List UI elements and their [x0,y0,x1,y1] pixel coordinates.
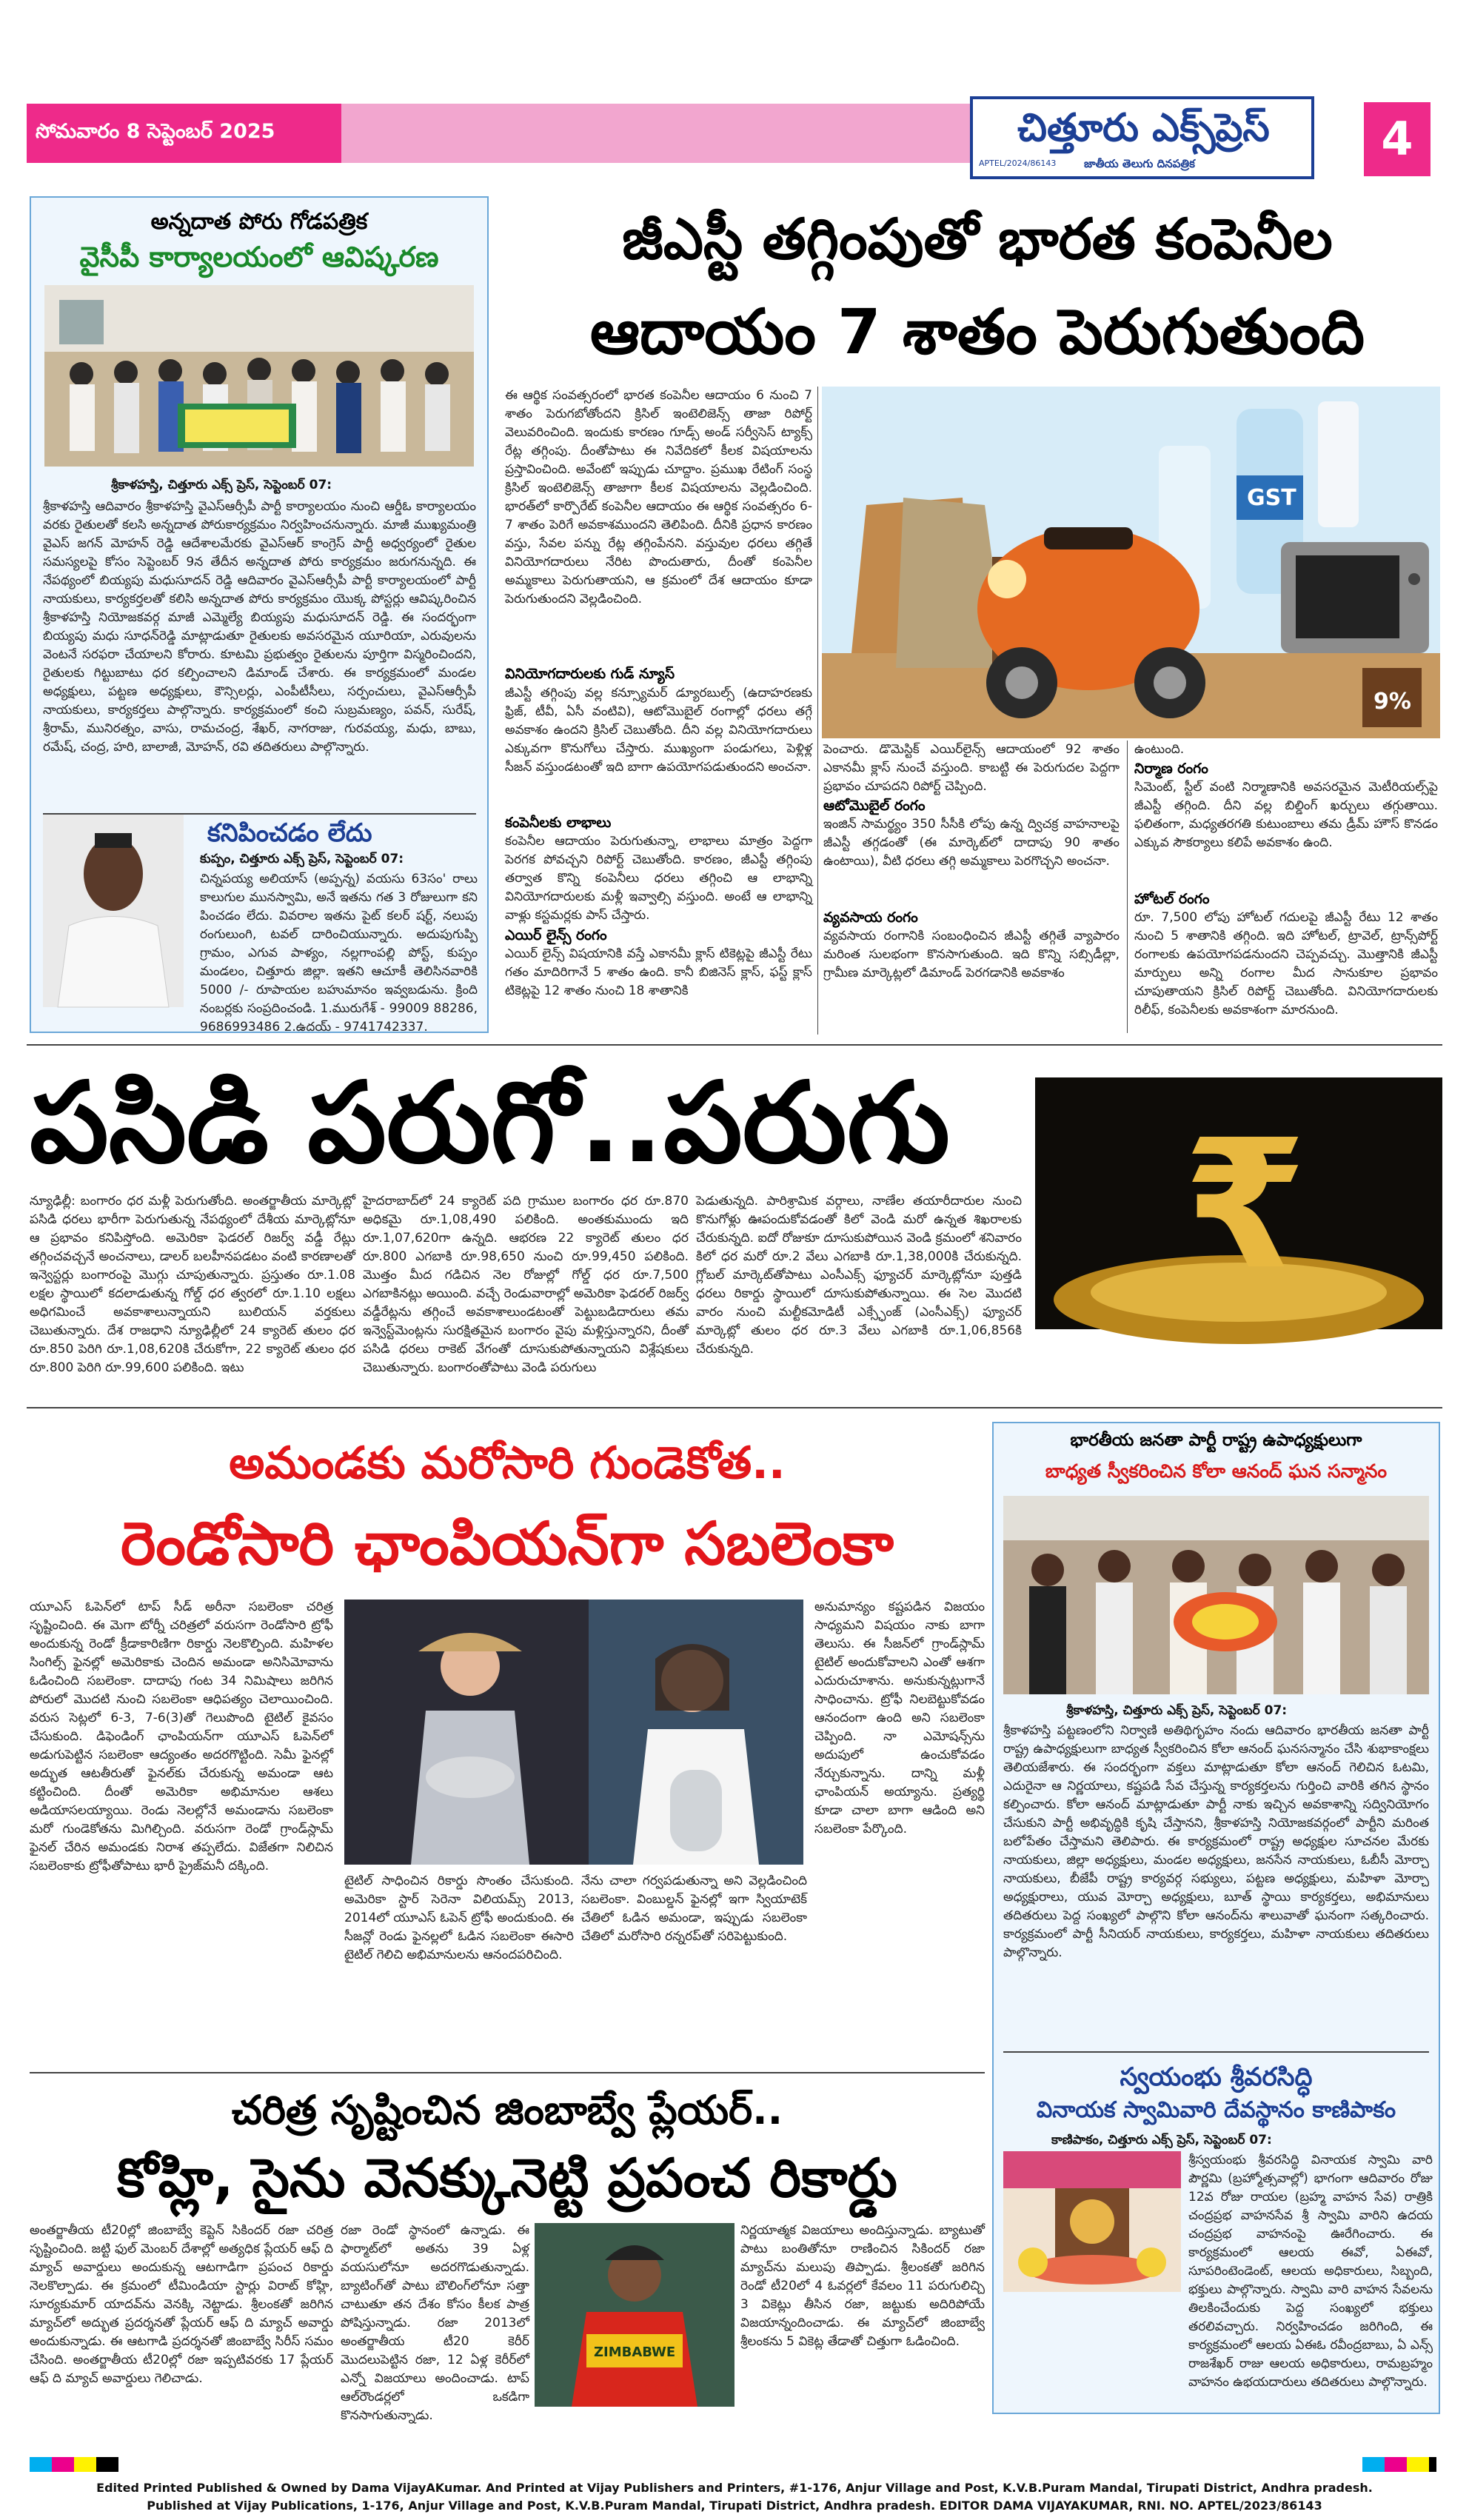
temple-title-2: వినాయక స్వామివారి దేవస్థానం కాణిపాకం [1036,2097,1396,2123]
bjp-photo-svg [1003,1496,1429,1694]
gst-goods-image [822,387,1440,738]
col-a-title: వైసీపీ కార్యాలయంలో ఆవిష్కరణ [79,241,439,273]
temple-title-1: స్వయంభు శ్రీవరసిద్ధి [1120,2062,1313,2092]
gst-col2-body1: పెంచారు. డొమెస్టిక్ ఎయిర్‌లైన్స్ ఆదాయంలో 92 శాతం ఎకానమీ క్లాస్ నుంచే వస్తుంది. కాబట్టి ఈ పెరుగుదల పెద్దగా ప్రభావం చూపదని రిపోర్ట్ చెప్పింది. [823,742,1120,794]
temple-dateline: కాణిపాకం, చిత్తూరు ఎక్స్ ప్రెస్, సెప్టెంబర్ 07: [1051,2133,1272,2148]
gst-col1-body3: కంపెనీల ఆదాయం పెరుగుతున్నా, లాభాలు మాత్రం పెద్దగా పెరగక పోవచ్చని రిపోర్ట్ చెబుతోంది. కారణం, జీఎస్టీ తగ్గింపు తర్వాత కొన్ని కంపెనీలు ధరలు తగ్గించి ఆ లాభాన్ని వినియోగదారులకు మళ్లీ ఇవ్వాల్సి వస్తుంది. అంటే ఆ లాభాన్ని వాళ్లు కస్టమర్లకు పాస్ చేస్తారు. [505,834,812,923]
missing-person-photo [43,815,184,1007]
gst-col3-body3: రూ. 7,500 లోపు హోటల్ గదులపై జీఎస్టీ రేటు 12 శాతం నుంచి 5 శాతానికి తగ్గింది. ఇది హోటల్, ట్రావెల్, ట్రాన్స్‌పోర్ట్ రంగాలకు ఉపయోగపడనుందని చెప్పవచ్చు. మొత్తానికి జీఎస్టీ మార్పులు అన్ని రంగాల మీద సానుకూల ప్రభావం చూపుతాయని క్రిసిల్ రిపోర్ట్ చెబుతోంది. వినియోగదారులకు రిలీఫ్, కంపెనీలకు అవకాశంగా మారనుంది. [1134,910,1438,1017]
gold-col1: న్యూఢిల్లీ: బంగారం ధర మళ్లీ పెరుగుతోంది. అంతర్జాతీయ మార్కెట్లో పసిడి ధరలు భారీగా పెరుగుతున్న నేపథ్యంలో దేశీయ మార్కెట్లోనూ ఆ ప్రభావం కనిపిస్తోంది. అమెరికా ఫెడరల్ రిజర్వ్ వడ్డీ రేట్లు తగ్గించవచ్చనే అంచనాలు, డాలర్ బలహీనపడటం వంటి కారణాలతో ఇన్వెస్టర్లు బంగారంపై మొగ్గు చూపుతున్నారు. ప్రస్తుతం రూ.1.08 లక్షల స్థాయిలో కదలాడుతున్న గోల్డ్ ధర త్వరలో రూ.1.10 లక్షలు అధిగమించే అవకాశాలున్నాయని బులియన్ వర్తకులు చెబుతున్నారు. దేశ రాజధాని న్యూఢిల్లీలో 24 క్యారెట్ తులం ధర రూ.850 పెరిగి రూ.1,08,620కి చేరుకోగా, 22 క్యారెట్ తులం ధర రూ.800 పెరిగి రూ.99,600 పలికింది. ఇటు [30,1194,355,1375]
bjp-kicker: భారతీయ జనతా పార్టీ రాష్ట్ర ఉపాధ్యక్షులుగా [1070,1431,1362,1450]
gst-bottle-label: GST [1247,485,1296,511]
footer-line-1: Edited Printed Published & Owned by Dama VijayAKumar. And Printed at Vijay Publishers and Printers, #1-176, Anjur Village and Post, K.V.B.Puram Mandal, Tirupati District, Andhra pradesh. [96,2481,1373,2495]
ysrcp-photo-svg [44,285,474,467]
gst-col3-body2: సిమెంట్, స్టీల్ వంటి నిర్మాణానికి అవసరమైన మెటీరియల్స్‌పై జీఎస్టీ తగ్గింది. దీని వల్ల బిల్డింగ్ ఖర్చులు తగ్గుతాయి. ఫలితంగా, మధ్యతరగతి కుటుంబాలు తమ డ్రీమ్ హౌస్ కొనడం ఎక్కువ సౌకర్యాలు కలిపే అవకాశం ఉంది. [1134,780,1438,850]
bjp-dateline: శ్రీకాళహస్తి, చిత్తూరు ఎక్స్ ప్రెస్, సెప్టెంబర్ 07: [1066,1703,1288,1718]
reg-magenta [52,2457,74,2472]
missing-person-svg [43,815,184,1007]
missing-dateline: కుప్పం, చిత్తూరు ఎక్స్ ప్రెస్, సెప్టెంబర్ 07: [200,852,404,866]
gst-col2-body2: ఇంజిన్ సామర్థ్యం 350 సీసీకి లోపు ఉన్న ద్విచక్ర వాహనాలపై జీఎస్టీ తగ్గడంతో (ఈ మార్కెట్‌లో దాదాపు 90 శాతం ఉంటాయి), వీటి ధరలు తగ్గి అమ్మకాలు పెరగొచ్చని అంచనా. [823,817,1120,869]
gst-col2-body3: వ్యవసాయ రంగానికి సంబంధించిన జీఎస్టీ తగ్గితే వ్యాపారం మరింత సులభంగా కొనసాగుతుంది. ఇది కొన్ని సబ్సిడీల్లా, గ్రామీణ మార్కెట్లలో డిమాండ్ పెరగడానికి అవకాశం [823,929,1120,980]
gst-col2-sub2: వ్యవసాయ రంగం [823,909,918,926]
gst-col1-body4: ఎయిర్ లైన్స్ విషయానికి వస్తే ఎకానమీ క్లాస్ టికెట్లపై జీఎస్టీ రేటు గతం మాదిరిగానే 5 శాతం ఉంది. కానీ బిజినెస్ క్లాస్, ఫస్ట్ క్లాస్ టికెట్లపై 12 శాతం నుంచి 18 శాతానికి [505,946,812,998]
tennis-title: రెండోసారి ఛాంపియన్‌గా సబలెంకా [120,1509,894,1578]
bjp-title: బాధ్యత స్వీకరించిన కోలా ఆనంద్ ఘన సన్మానం [1045,1460,1388,1482]
footer-line-2: Published at Vijay Publications, 1-176, Anjur Village and Post, K.V.B.Puram Mandal, Tirupati District, Andhra pradesh. EDITOR DAMA VIJAYAKUMAR, RNI. NO. APTEL/2023/86143 [147,2499,1322,2513]
gst-col-rule-1 [817,387,818,1035]
header-date: సోమవారం 8 సెప్టెంబర్ 2025 [36,120,275,143]
cricket-col3: నిర్ణయాత్మక విజయాలు అందిస్తున్నాడు. బ్యాటుతో పాటు బంతితోనూ రాణించిన సికిందర్ రజా మ్యాచ్‌ను మలుపు తిప్పాడు. శ్రీలంకతో జరిగిన రెండో టీ20లో 4 ఓవర్లలో కేవలం 11 పరుగులిచ్చి 3 వికెట్లు తీసిన రజా, జట్టుకు అదిరిపోయే విజయాన్నందించాడు. ఈ మ్యాచ్‌లో జింబాబ్వే శ్రీలంకను 5 వికెట్ల తేడాతో చిత్తుగా ఓడించింది. [740,2223,985,2349]
reg-yellow-2 [1407,2457,1429,2472]
gold-col2: హైదరాబాద్‌లో 24 క్యారెట్ పది గ్రాముల బంగారం ధర రూ.870 అధికమై రూ.1,08,490 పలికింది. అంతకుముందు ఇది రూ.1,07,620గా ఉన్నది. ఆభరణ 22 క్యారెట్ తులం ధర రూ.800 ఎగబాకి రూ.98,650 నుంచి రూ.99,450 పలికింది. మొత్తం మీద గడిచిన నెల రోజుల్లో గోల్డ్ ధర రూ.7,500 ఎగబాకినట్లు అయింది. వచ్చే రెండువారాల్లో అమెరికా ఫెడరల్ రిజర్వ్ వడ్డీరేట్లను తగ్గించే అవకాశాలుండటంతో పెట్టుబడిదారులు తమ ఇన్వెస్ట్‌మెంట్లను సురక్షితమైన బంగారం వైపు మళ్లిస్తున్నారని, దీంతో పసిడి ధరలు రాకెట్ వేగంతో దూసుకుపోతున్నాయని విశ్లేషకులు చెబుతున్నారు. బంగారంతోపాటు వెండి పరుగులు [363,1194,689,1375]
tennis-col4: నేను చాలా గర్వపడుతున్నా అని వెల్లడించింది సబలెంకా. వింబుల్డన్ ఫైనల్లో ఇగా స్వియాటెక్ చేతిలో ఓడిన అమండా, ఇప్పుడు సబలెంకా చేతిలో మరోసారి రన్నరప్‌తో సరిపెట్టుకుంది. [581,1874,807,1944]
masthead-title: చిత్తూరు ఎక్స్‌ప్రెస్ [1017,106,1270,150]
gold-title: పసిడి పరుగో..పరుగు [30,1059,950,1188]
tennis-kicker: అమండకు మరోసారి గుండెకోత.. [229,1437,786,1489]
gst-col1-body2: జీఎస్టీ తగ్గింపు వల్ల కన్స్యూమర్ డ్యూరబుల్స్ (ఉదాహరణకు ఫ్రిజ్, టీవీ, ఏసీ వంటివి), ఆటోమొబైల్ రంగాల్లో ధరలు తగ్గే అవకాశం ఉందని క్రిసిల్ చెబుతోంది. దీని వల్ల వినియోగదారులు ఎక్కువగా కొనుగోలు చేస్తారు. ముఖ్యంగా పండుగలు, పెళ్లిళ్ల సీజన్ వస్తుండటంతో ఇది బాగా ఉపయోగపడుతుందని అంచనా. [505,686,812,775]
gold-rupee-symbol: ₹ [1183,1101,1307,1309]
cricket-title: కోహ్లి, సైను వెనక్కునెట్టి ప్రపంచ రికార్డు [117,2147,897,2209]
gold-rupee-image [1035,1077,1442,1329]
temple-body: శ్రీస్వయంభు శ్రీవరసిద్ధి వినాయక స్వామి వారి పౌర్ణమి (బ్రహ్మోత్సవాల్లో) భాగంగా ఆదివారం రోజు 12వ రోజు రాయల (బ్రహ్మ వాహన సేవ) రాత్రికి చంద్రప్రభ వాహనసేవ శ్రీ స్వామి వారిని ఉదయ చంద్రప్రభ వాహనంపై ఊరేగించారు. ఈ కార్యక్రమంలో ఆలయ ఈవో, ఏఈవో, సూపరింటెండెంట్, ఆలయ అధికారులు, సిబ్బంది, భక్తులు పాల్గొన్నారు. స్వామి వారి వాహన సేవలను తిలకించేందుకు పెద్ద సంఖ్యలో భక్తులు తరలివచ్చారు. నిర్వహించడం జరిగింది, ఈ కార్యక్రమంలో ఆలయ ఏఈఓ రవీంద్రబాబు, ఏ ఎన్స్ రాజశేఖర్ రాజు ఆలయ అధికారులు, రామబ్రహ్మం వాహనం ఉభయదారులు తదితరులు పాల్గొన్నారు. [1188,2153,1433,2390]
missing-body: చిన్నపయ్య అలియాస్ (అప్పన్న) వయసు 63సం' రాలు కాలుగుల మునస్వామి, అనే ఇతను గత 3 రోజులుగా కని పించడం లేదు. వివరాల ఇతను పైట్ కలర్ షర్ట్, నలుపు రంగులుంగి, టవల్ దారించియున్నారు. అదుపుగుప్పి గ్రామం, ఎగువ పాళ్యం, నల్లగాంపల్లి పోస్ట్, కుప్పం మండలం, చిత్తూరు జిల్లా. ఇతని ఆచూకీ తెలిసినవారికి 5000 /- రూపాయల బహుమానం ఇవ్వబడును. క్రింది నంబర్లకు సంప్రదించండి. 1.మురుగేశ్ - 99009 88286, 9686993486 2.ఉదయ్ - 9741742337. [200,872,478,1035]
reg-black-2 [1429,2457,1436,2472]
section-rule-2 [27,1407,1442,1408]
cricket-photo [535,2223,734,2407]
color-registration-strip [30,2457,1436,2472]
reg-magenta-2 [1385,2457,1407,2472]
masthead [970,96,1314,179]
masthead-tag: జాతీయ తెలుగు దినపత్రిక [1084,157,1195,170]
bjp-divider [1003,2051,1429,2053]
gst-col1-sub3: ఎయిర్ లైన్స్ రంగం [505,927,607,943]
reg-cyan [30,2457,52,2472]
page-number-box [1364,102,1430,176]
gst-col1-sub1: వినియోగదారులకు గుడ్ న్యూస్ [505,666,675,682]
tennis-photo-svg [344,1600,803,1865]
gst-title-1: జీఎస్టీ తగ్గింపుతో భారత కంపెనీల [622,206,1333,272]
cricket-col1: అంతర్జాతీయ టీ20ల్లో జింబాబ్వే కెప్టెన్ సికిందర్ రజా చరిత్ర సృష్టించింది. జట్టి ఫుల్ మెంబర్ దేశాల్లో అత్యధిక ప్లేయర్ ఆఫ్ ది మ్యాచ్ అవార్డులు అందుకున్న ఆటగాడిగా ప్రపంచ రికార్డు నెలకొల్పాడు. ఈ క్రమంలో టీమిండియా స్టార్లు విరాట్ కోహ్లి, సూర్యకుమార్ యాదవ్‌ను వెనక్కి నెట్టాడు. శ్రీలంకతో జరిగిన మ్యాచ్‌లో అద్భుత ప్రదర్శనతో ప్లేయర్ ఆఫ్ ది మ్యాచ్ అవార్డు అందుకున్నాడు. ఈ ఆటగాడి ప్రదర్శనతో జింబాబ్వే సిరీస్ సమం చేసింది. అంతర్జాతీయ టీ20ల్లో రజా ఇప్పటివరకు 17 ప్లేయర్ ఆఫ్ ది మ్యాచ్ అవార్డులు గెలిచాడు. [30,2223,333,2386]
temple-photo-svg [1003,2151,1181,2292]
tennis-col2: అనుమాన్యం కష్టపడిన విజయం సాధ్యమని విషయం నాకు బాగా తెలుసు. ఈ సీజన్‌లో గ్రాండ్‌స్లామ్ టైటిల్ అందుకోవాలని ఎంతో ఆశగా ఎదురుచూశాను. అనుకున్నట్లుగానే సాధించాను. ట్రోఫీ నిలబెట్టుకోవడం ఆనందంగా ఉంది అని సబలెంకా చెప్పింది. నా ఎమోషన్స్‌ను అదుపులో ఉంచుకోవడం నేర్చుకున్నాను. దాన్ని మళ్లీ ఛాంపియన్ అయ్యాను. ప్రత్యర్థి కూడా చాలా బాగా ఆడింది అని సబలెంకా పేర్కొంది. [814,1600,985,1836]
temple-deity-photo [1003,2151,1181,2292]
reg-black [96,2457,118,2472]
gst-col2-sub1: ఆటోమొబైల్ రంగం [823,798,926,814]
masthead-reg: APTEL/2024/86143 [979,158,1057,168]
gst-col3-sub2: హోటల్ రంగం [1134,891,1210,907]
ysrcp-poster-photo [44,285,474,467]
top-margin [0,0,1469,81]
tennis-photo [344,1600,803,1865]
col-a-kicker: అన్నదాత పోరు గోడపత్రిక [150,209,368,235]
section-rule-3 [30,2072,985,2073]
gst-percent-block: 9% [1373,689,1411,715]
cricket-photo-svg [535,2223,734,2407]
col-a-body: శ్రీకాళహస్తి ఆదివారం శ్రీకాళహస్తి వైఎస్ఆర్సీపీ పార్టీ కార్యాలయం నుంచి ఆర్డీఓ కార్యాలయం వరకు రైతులతో కలసి అన్నదాత పోరుకార్యక్రమం నిర్వహించనున్నారు. మాజీ ముఖ్యమంత్రి వైఎస్ జగన్ మోహన్ రెడ్డి ఆదేశాలమేరకు వైఎస్ఆర్ కాంగ్రెస్ పార్టీ అధ్వర్యంలో రైతుల సమస్యలపై కోసం సెప్టెంబర్ 9న తేదీన అన్నదాత పోరు కార్యక్రమం జరుగనున్నది. ఈ నేపథ్యంలో బియ్యపు మధుసూదన్ రెడ్డి ఆదివారం వైఎస్ఆర్సీపీ పార్టీ కార్యాలయంలో పార్టీ నాయకులు, కార్యకర్తలతో కలిసి అన్నదాత పోరు కార్యక్రమం యొక్క పోస్టర్లు ఆవిష్కరించిన శ్రీకాళహస్తి నియోజకవర్గ మాజీ ఎమ్మెల్యే బియ్యపు మధుసూదన్ రెడ్డి. ఈ సందర్భంగా బియ్యపు మధు సూధన్‌రెడ్డి మాట్లాడుతూ రైతులకు అవసరమైన యూరియా, ఎరువులను వెంటనే సరఫరా చేయాలని కోరారు. కూటమి ప్రభుత్వం రైతులను పూర్తిగా విస్మరించిందని, రైతులకు గిట్టుబాటు ధర కల్పించాలని డిమాండ్ చేశారు. ఈ కార్యక్రమంలో మండల అధ్యక్షులు, పట్టణ అధ్యక్షులు, కౌన్సిలర్లు, ఎంపీటీసీలు, సర్పంచులు, వైఎస్ఆర్సీపీ నాయకులు, కార్యకర్తలు పాల్గొన్నారు. కార్యక్రమంలో కంచి సుబ్రమణ్యం, పవన్, సురేష్, శ్రీరామ్, మునిరత్నం, వాసు, రామచంద్ర, శేఖర్, నాగరాజు, గురవయ్య, మధు, బాబు, రమేష్, చంద్ర, హరి, బాలాజీ, మోహన్, రవి తదితరులు పాల్గొన్నారు. [43,499,476,755]
reg-yellow [74,2457,96,2472]
gst-goods-svg [822,387,1440,738]
section-rule-1 [27,1044,1442,1046]
gst-col-rule-2 [1127,741,1128,1033]
date-bar-pale [341,104,978,163]
gst-col3-body1: ఉంటుంది. [1134,742,1185,757]
reg-cyan-2 [1362,2457,1385,2472]
cricket-col2: రజా రెండో స్థానంలో ఉన్నాడు. ఈ ఫార్మాట్‌లో అతను 39 ఏళ్ల వయసులోనూ అదరగొడుతున్నాడు. బ్యాటింగ్‌తో పాటు బౌలింగ్‌లోనూ సత్తా చాటుతూ తన దేశం కోసం కీలక పాత్ర పోషిస్తున్నాడు. రజా 2013లో అంతర్జాతీయ టీ20 కెరీర్ మొదలుపెట్టిన రజా, 12 ఏళ్ల కెరీర్‌లో ఎన్నో విజయాలు అందించాడు. టాప్ ఆల్‌రౌండర్లలో ఒకడిగా కొనసాగుతున్నాడు. [341,2223,529,2423]
tennis-col1: యూఎస్ ఓపెన్‌లో టాప్ సీడ్ అరీనా సబలెంకా చరిత్ర సృష్టించింది. ఈ మెగా టోర్నీ చరిత్రలో వరుసగా రెండోసారి ట్రోఫీ అందుకున్న రెండో క్రీడాకారిణిగా రికార్డు నెలకొల్పింది. మహిళల సింగిల్స్ ఫైనల్లో అమెరికాకు చెందిన అమండా అనిసిమోవాను ఓడించింది సబలెంకా. దాదాపు గంట 34 నిమిషాలు జరిగిన పోరులో మొదటి నుంచి సబలెంకా ఆధిపత్యం చెలాయించింది. వరుస సెట్లలో 6-3, 7-6(3)తో గెలుపొంది టైటిల్ కైవసం చేసుకుంది. డిఫెండింగ్ ఛాంపియన్‌గా యూఎస్ ఓపెన్‌లో అడుగుపెట్టిన సబలెంకా ఆద్యంతం అదరగొట్టింది. సెమీ ఫైనల్లో అద్భుత ఆటతీరుతో ఫైనల్‌కు చేరుకున్న అమండా ఆట కట్టించింది. దీంతో అమెరికా అభిమానుల ఆశలు అడియాసలయ్యాయి. రెండు నెలల్లోనే అమండాను సబలెంకా మరో గుండెకోతను మిగిల్చింది. వరుసగా రెండో గ్రాండ్‌స్లామ్ ఫైనల్ చేరిన అమండకు నిరాశ తప్పలేదు. విజేతగా నిలిచిన సబలెంకాకు ట్రోఫీతోపాటు భారీ ప్రైజ్‌మనీ దక్కింది. [30,1600,333,1874]
tennis-col3: టైటిల్ సాధించిన రికార్డు సొంతం చేసుకుంది. అమెరికా స్టార్ సెరెనా విలియమ్స్ 2013, 2014లో యూఎస్ ఓపెన్ ట్రోఫీ అందుకుంది. ఈ సీజన్లో రెండు ఫైనల్లలో ఓడిన సబలెంకా ఈసారి టైటిల్ గెలిచి అభిమానులను ఆనందపరిచింది. [344,1874,574,1962]
col-a-dateline: శ్రీకాళహస్తి, చిత్తూరు ఎక్స్ ప్రెస్, సెప్టెంబర్ 07: [111,478,332,492]
gst-col1-sub2: కంపెనీలకు లాభాలు [505,815,612,831]
page-number: 4 [1381,112,1413,166]
gold-rupee-svg [1035,1077,1442,1329]
gold-col3: పెడుతున్నది. పారిశ్రామిక వర్గాలు, నాణేల తయారీదారుల నుంచి కొనుగోళ్లు ఊపందుకోవడంతో కిలో వెండి మరో ఉన్నత శిఖరాలకు చేరుకున్నది. ఐదో రోజుకూ దూసుకుపోయిన వెండి క్రమంలో శనివారం కిలో ధర మరో రూ.2 వేలు ఎగబాకి రూ.1,38,000కి చేరుకున్నది. గ్లోబల్ మార్కెట్‌తోపాటు ఎంసీఎక్స్ ఫ్యూచర్ మార్కెట్లోనూ పుత్తడి ధరలు రికార్డు స్థాయిలో దూసుకుపోతున్నాయి. ఈ సెల మొదటి వారం నుంచి మల్టీకమోడిటీ ఎక్స్ఛేంజ్ (ఎంసీఎక్స్) ఫ్యూచర్ మార్కెట్లో తులం ధర రూ.3 వేలు ఎగబాకి రూ.1,06,856కి చేరుకున్నది. [696,1194,1022,1357]
gst-col3-sub1: నిర్మాణ రంగం [1134,761,1208,777]
bjp-felicitation-photo [1003,1496,1429,1694]
bjp-body: శ్రీకాళహస్తి పట్టణంలోని నిర్వాణి అతిథిగృహం నందు ఆదివారం భారతీయ జనతా పార్టీ రాష్ట్ర ఉపాధ్యక్షులుగా బాధ్యత స్వీకరించిన కోలా ఆనంద్ ఘనసన్మానం చేసి శుభాకాంక్షలు తెలియజేశారు. ఈ సందర్భంగా వక్తలు మాట్లాడుతూ కోలా ఆనంద్ గెలిచిన ఓటమి, ఎదురైనా ఆ నిర్ణయాలు, కష్టపడి సేవ చేస్తున్న కార్యకర్తలను గుర్తించి వారికి తగిన స్థానం కల్పించారు. కోలా ఆనంద్ మాట్లాడుతూ పార్టీ నాకు ఇచ్చిన అవకాశాన్ని సద్వినియోగం చేసుకుని పార్టీ అభివృద్ధికి కృషి చేస్తానని, శ్రీకాళహస్తి నియోజకవర్గంలో పార్టీని మరింత బలోపేతం చేస్తామని తెలిపారు. ఈ కార్యక్రమంలో రాష్ట్ర అధ్యక్షుల సూచనల మేరకు నాయకులు, జిల్లా అధ్యక్షులు, మండల అధ్యక్షులు, జనసేన నాయకులు, ఓబీసీ మోర్చా నాయకులు, బీజేపీ రాష్ట్ర కార్యవర్గ సభ్యులు, పట్టణ అధ్యక్షులు, మహిళా మోర్చా అధ్యక్షురాలు, యువ మోర్చా అధ్యక్షులు, బూత్ స్థాయి కార్యకర్తలు, అభిమానులు తదితరులు పెద్ద సంఖ్యలో పాల్గొని కోలా ఆనంద్‌ను శాలువాతో ఘనంగా సత్కరించారు. కార్యక్రమంలో పార్టీ సీనియర్ నాయకులు, కార్యకర్తలు, మహిళా నాయకులు తదితరులు పాల్గొన్నారు. [1003,1723,1429,1960]
gst-col1-body1: ఈ ఆర్థిక సంవత్సరంలో భారత కంపెనీల ఆదాయం 6 నుంచి 7 శాతం పెరుగబోతోందని క్రిసిల్ ఇంటెలిజెన్స్ తాజా రిపోర్ట్ వెలువరించింది. ఇందుకు కారణం గూడ్స్ అండ్ సర్వీసెస్ ట్యాక్స్ రేట్ల తగ్గింపు. దీంతోపాటు ఈ నివేదికలో కీలక విషయాలను ప్రస్తావించింది. అవేంటో ఇప్పుడు చూద్దాం. ప్రముఖ రేటింగ్ సంస్థ క్రిసిల్ ఇంటెలిజెన్స్ తాజాగా కీలక విషయాలను వెల్లడించింది. భారత్‌లో కార్పొరేట్ కంపెనీల ఆదాయం ఈ ఆర్థిక సంవత్సరం 6-7 శాతం పెరిగే అవకాశముందని తెలిపింది. దీనికి ప్రధాన కారణం వస్తు, సేవల పన్ను రేట్ల తగ్గింపేనని. వస్తువుల ధరలు తగ్గితే వినియోగదారులు నేరిట పొందుతారు, దీంతో కంపెనీల అమ్మకాలు పెరుగుతాయని, ఆ క్రమంలో దేశ ఆదాయం కూడా పెరుగుతుందని వెల్లడించింది. [505,388,812,606]
gst-title-2: ఆదాయం 7 శాతం పెరుగుతుంది [589,295,1365,368]
missing-title: కనిపించడం లేదు [207,818,372,848]
cricket-jersey-text: ZIMBABWE [594,2344,676,2360]
cricket-kicker: చరిత్ర సృష్టించిన జింబాబ్వే ప్లేయర్.. [231,2087,783,2133]
